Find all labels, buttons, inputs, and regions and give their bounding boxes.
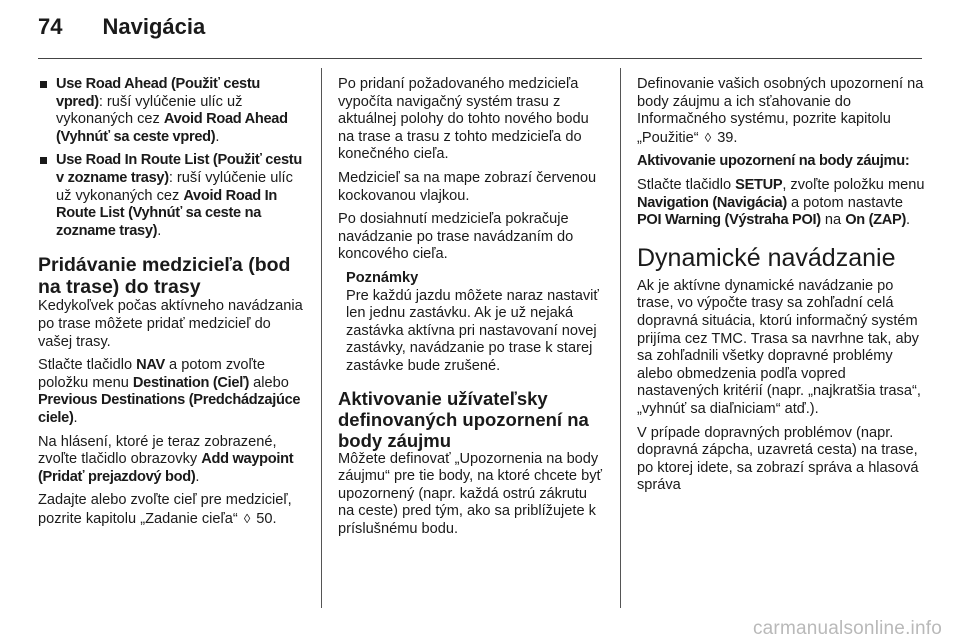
text: : ruší vylúčenie ulíc už vykonaných cez (56, 93, 243, 128)
section-heading-poi-alerts: Aktivovanie užívateľsky definovaných upozornení na body záujmu (338, 387, 589, 451)
bullet-use-road-ahead (38, 76, 306, 146)
section-heading-dynamic-guidance: Dynamické navádzanie (637, 243, 896, 272)
page-reference-icon: ◊ (243, 510, 251, 526)
paragraph: Stlačte tlačidlo NAV a potom zvoľte položku menu Destination (Cieľ) alebo Previous Destinations (Predchádzajúce ciele). (38, 357, 301, 426)
paragraph: Môžete definovať „Upozornenia na body záujmu“ pre tie body, na ktoré chcete byť upozornený (napr. každá ostrú zákrutu na ceste) pred tým, ako sa priblížujete k príslušnému bodu. (338, 450, 602, 537)
bold-term: Avoid Road Ahead (Vyhnúť sa ceste vpred) (56, 111, 288, 145)
watermark: carmanualsonline.info (752, 618, 942, 639)
paragraph: Ak je aktívne dynamické navádzanie po trase, vo výpočte trasy sa zohľadní celá dopravná situácia, ktorú informačný systém prijíma cez TMC. Trasa sa navrhne tak, aby sa zohľadnili všetky dopravné problémy alebo obmedzenia podľa vopred nastavených kritérií (napr. „najkratšia trasa“, „vyhnúť sa diaľniciam“ atď.). (637, 277, 921, 417)
paragraph: V prípade dopravných problémov (napr. dopravná zápcha, uzavretá cesta) na trase, po ktorej idete, sa zobrazí správa a hlasová správa (637, 424, 919, 494)
page-number: 74 (38, 14, 63, 39)
note-title: Poznámky (346, 269, 419, 286)
subheading: Aktivovanie upozornení na body záujmu: (637, 153, 910, 170)
section-heading-waypoint: Pridávanie medzicieľa (bod na trase) do trasy (38, 254, 291, 299)
bold-term: Use Road In Route List (Použiť cestu v zozname trasy) (56, 152, 302, 186)
paragraph: Kedykoľvek počas aktívneho navádzania po trase môžete pridať medzicieľ do vašej trasy. (38, 298, 303, 350)
header-divider (38, 58, 922, 59)
bullet-use-road-in-route-list (38, 152, 306, 240)
column-2 (338, 76, 606, 544)
page-reference-icon: ◊ (704, 129, 712, 145)
column-divider-1 (321, 68, 322, 608)
bold-term: Avoid Road In Route List (Vyhnúť sa ceste na zozname trasy) (56, 187, 278, 239)
paragraph: Po pridaní požadovaného medzicieľa vypočíta navigačný systém trasu z aktuálnej polohy do tohto nového bodu na trase a trasu z tohto medzicieľa do konečného cieľa. (338, 76, 589, 163)
text: : ruší vylúčenie ulíc už vykonaných cez (56, 169, 293, 204)
paragraph: Na hlásení, ktoré je teraz zobrazené, zvoľte tlačidlo obrazovky Add waypoint (Pridať prejazdový bod). (38, 433, 294, 485)
note-text: Pre každú jazdu môžete naraz nastaviť len jednu zastávku. Ak je už nejaká zastávka aktívna pri nastavovaní novej zastávky, navádzanie po trase k starej zastávke bude zrušené. (346, 287, 599, 374)
column-1 (38, 76, 306, 534)
bullet-square-icon (40, 157, 47, 164)
bullet-square-icon (40, 81, 47, 88)
bold-term: Use Road Ahead (Použiť cestu vpred) (56, 76, 261, 110)
paragraph: Definovanie vašich osobných upozornení na body záujmu a ich sťahovanie do Informačného systému, pozrite kapitolu „Použitie“ ◊ 39. (637, 76, 924, 146)
text: . (157, 222, 162, 239)
paragraph: Stlačte tlačidlo SETUP, zvoľte položku menu Navigation (Navigácia) a potom nastavte POI Warning (Výstraha POI) na On (ZAP). (637, 176, 925, 229)
column-3 (637, 76, 927, 501)
column-divider-2 (620, 68, 621, 608)
page-title: Navigácia (102, 14, 206, 39)
paragraph: Zadajte alebo zvoľte cieľ pre medzicieľ, pozrite kapitolu „Zadanie cieľa“ ◊ 50. (38, 492, 292, 527)
page-header (38, 14, 205, 48)
paragraph: Po dosiahnutí medzicieľa pokračuje navádzanie po trase navádzaním do koncového cieľa. (338, 211, 574, 263)
text: . (215, 128, 220, 145)
note-box (338, 270, 606, 376)
paragraph: Medzicieľ sa na mape zobrazí červenou kockovanou vlajkou. (338, 169, 597, 204)
